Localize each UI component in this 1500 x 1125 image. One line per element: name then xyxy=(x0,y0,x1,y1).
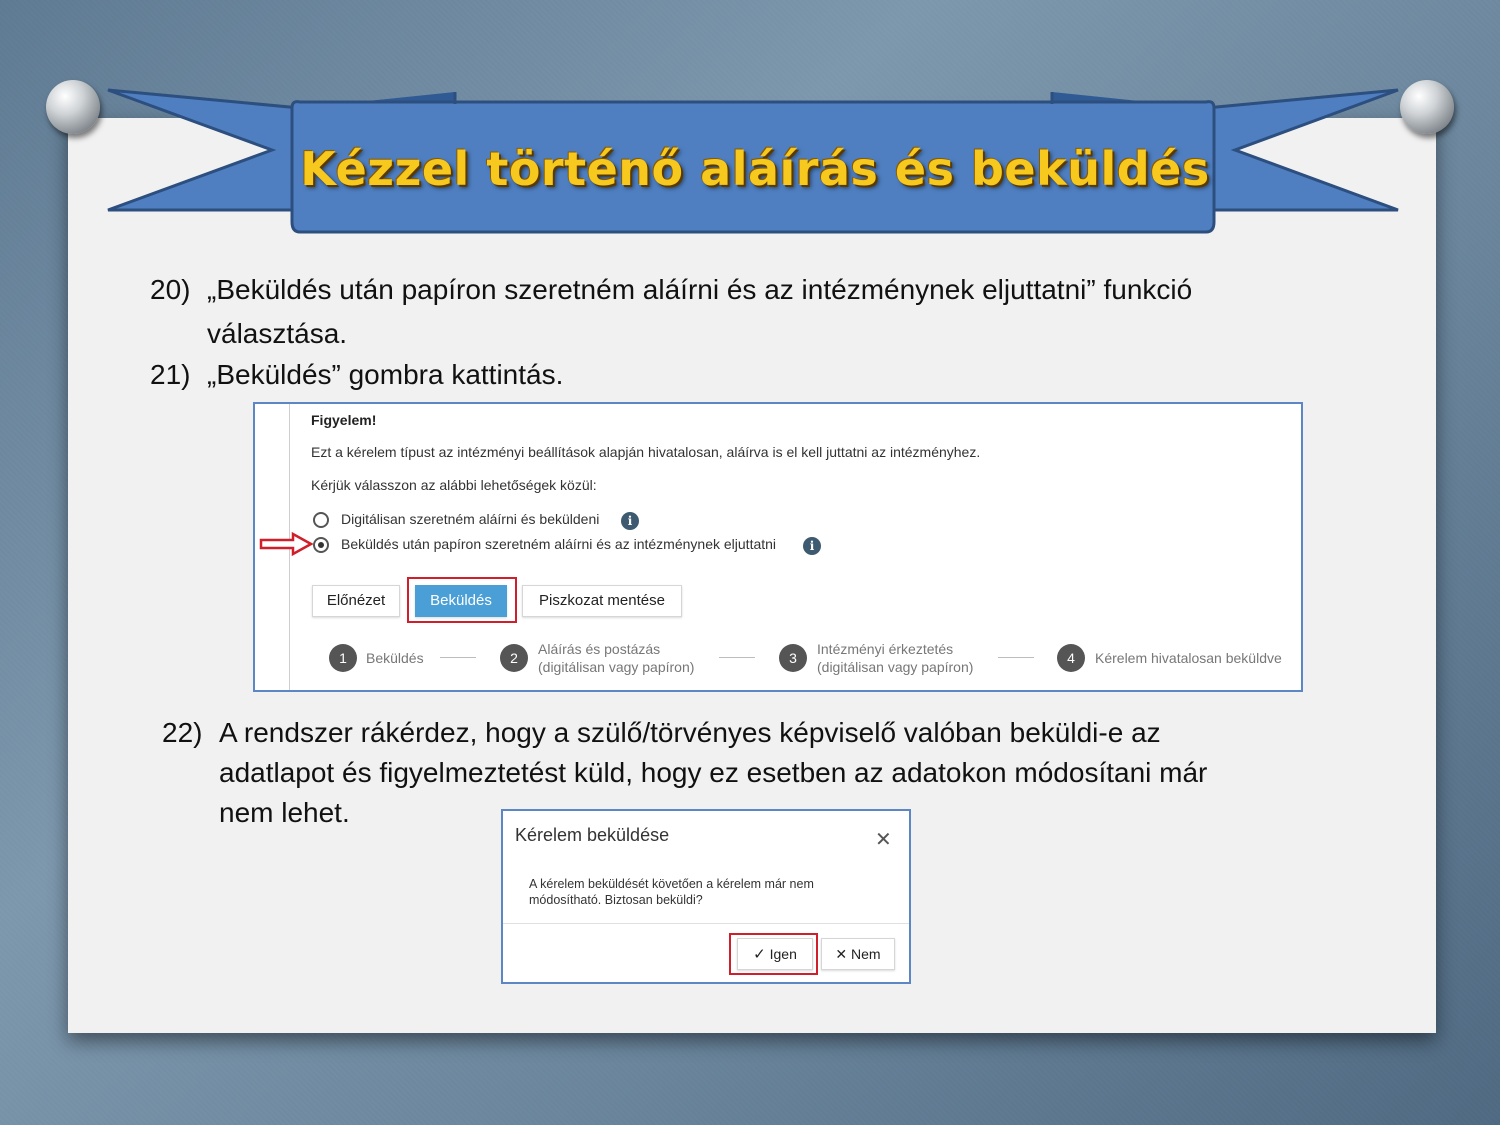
step-text: „Beküldés” gombra kattintás. xyxy=(207,359,564,390)
dialog-message: módosítható. Biztosan beküldi? xyxy=(529,893,703,907)
progress-connector xyxy=(440,657,476,658)
step-21 xyxy=(150,355,950,395)
progress-step-2: 2 xyxy=(500,644,528,672)
step-22 xyxy=(162,713,1362,753)
check-icon: ✓ xyxy=(753,946,766,963)
confirm-no-button[interactable] xyxy=(821,938,895,970)
step-22-cont: adatlapot és figyelmeztetést küld, hogy ez esetben az adatokon módosítani már xyxy=(219,757,1208,788)
dialog-divider xyxy=(503,923,909,924)
progress-step-1-label: Beküldés xyxy=(366,650,424,666)
pin-left xyxy=(46,80,100,134)
pin-right xyxy=(1400,80,1454,134)
progress-step-2-sub: (digitálisan vagy papíron) xyxy=(538,659,695,675)
progress-step-3-label: Intézményi érkeztetés xyxy=(817,641,954,657)
info-icon[interactable]: i xyxy=(803,537,821,555)
progress-connector xyxy=(719,657,755,658)
notice-text: Ezt a kérelem típust az intézményi beállítások alapján hivatalosan, aláírva is el kell juttatni az intézményhez. xyxy=(311,444,981,460)
info-icon[interactable]: i xyxy=(621,512,639,530)
progress-step-4: 4 xyxy=(1057,644,1085,672)
progress-connector xyxy=(998,657,1034,658)
choice-prompt: Kérjük válasszon az alábbi lehetőségek közül: xyxy=(311,477,597,493)
dialog-message: A kérelem beküldését követően a kérelem már nem xyxy=(529,877,814,891)
close-icon[interactable]: ✕ xyxy=(875,829,892,851)
submit-button[interactable]: Beküldés xyxy=(415,585,507,617)
highlight-box xyxy=(407,577,517,623)
yes-label: Igen xyxy=(769,946,797,962)
option-paper-label: Beküldés után papíron szeretném aláírni és az intézménynek eljuttatni xyxy=(341,536,777,552)
radio-digital[interactable] xyxy=(313,512,329,528)
close-icon: ✕ xyxy=(835,946,848,962)
step-20 xyxy=(150,270,1350,310)
progress-step-2-label: Aláírás és postázás xyxy=(538,641,661,657)
step-text: A rendszer rákérdez, hogy a szülő/törvényes képviselő valóban beküldi-e az xyxy=(219,717,1161,748)
step-22-cont: nem lehet. xyxy=(219,797,350,828)
title-ribbon xyxy=(0,0,1500,260)
step-number: 21) xyxy=(150,359,191,390)
progress-step-3-sub: (digitálisan vagy papíron) xyxy=(817,659,974,675)
progress-step-1: 1 xyxy=(329,644,357,672)
progress-step-4-label: Kérelem hivatalosan beküldve xyxy=(1095,650,1282,666)
highlight-box xyxy=(729,933,818,975)
red-arrow-icon xyxy=(259,532,313,556)
confirm-dialog-screenshot xyxy=(501,809,911,984)
step-text: „Beküldés után papíron szeretném aláírni és az intézménynek eljuttatni” funkció xyxy=(207,274,1193,305)
step-number: 22) xyxy=(162,717,203,748)
radio-paper[interactable] xyxy=(313,537,329,553)
submission-options-screenshot xyxy=(253,402,1303,692)
no-label: Nem xyxy=(851,946,881,962)
dialog-title: Kérelem beküldése xyxy=(515,825,670,845)
progress-step-3: 3 xyxy=(779,644,807,672)
preview-button[interactable]: Előnézet xyxy=(312,585,400,617)
slide-title: Kézzel történő aláírás és beküldés xyxy=(300,142,1210,196)
option-digital-label: Digitálisan szeretném aláírni és beküldeni xyxy=(341,511,600,527)
save-draft-button[interactable]: Piszkozat mentése xyxy=(522,585,682,617)
notice-heading: Figyelem! xyxy=(311,412,377,428)
step-20-cont: választása. xyxy=(207,318,348,349)
step-number: 20) xyxy=(150,274,191,305)
